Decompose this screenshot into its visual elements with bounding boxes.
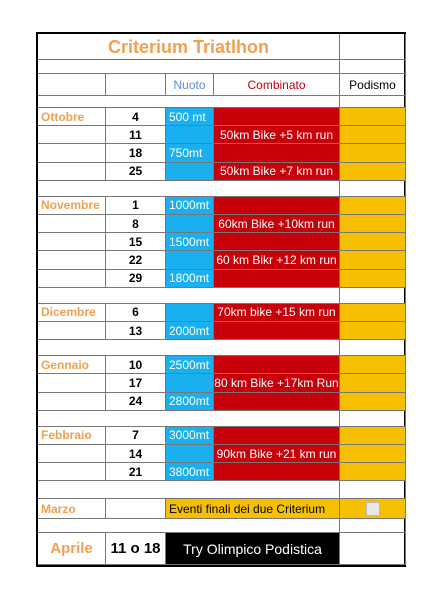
blank-cell <box>38 163 106 181</box>
podismo-cell <box>340 197 406 215</box>
date-cell: 18 <box>106 144 166 162</box>
month-label: Marzo <box>38 499 106 519</box>
blank-cell <box>106 74 166 96</box>
blank-cell <box>38 463 106 481</box>
date-cell: 17 <box>106 374 166 392</box>
date-cell: 11 o 18 <box>106 533 166 565</box>
combo-cell: 80 km Bike +17km Run <box>214 374 340 392</box>
combo-cell: 60 km Bikr +12 km run <box>214 251 340 269</box>
podismo-cell <box>340 356 406 374</box>
combo-cell <box>214 427 340 445</box>
date-cell: 21 <box>106 463 166 481</box>
blank-row <box>38 340 340 356</box>
blank-row <box>38 411 340 427</box>
swim-cell: 750mt <box>166 144 214 162</box>
blank-cell <box>38 215 106 233</box>
podismo-cell <box>340 463 406 481</box>
swim-cell: 1800mt <box>166 270 214 288</box>
blank-cell <box>340 519 406 533</box>
blank-cell <box>340 181 406 197</box>
podismo-cell <box>340 233 406 251</box>
podismo-cell <box>340 215 406 233</box>
combo-cell <box>214 270 340 288</box>
combo-cell <box>214 144 340 162</box>
swim-cell: 3000mt <box>166 427 214 445</box>
blank-cell <box>38 144 106 162</box>
blank-cell <box>340 96 406 108</box>
date-cell: 14 <box>106 445 166 463</box>
swim-cell <box>166 251 214 269</box>
swim-cell: 500 mt <box>166 108 214 126</box>
date-cell: 8 <box>106 215 166 233</box>
blank-cell <box>38 233 106 251</box>
blank-cell <box>340 481 406 499</box>
swim-cell <box>166 374 214 392</box>
combo-cell <box>214 233 340 251</box>
date-cell: 4 <box>106 108 166 126</box>
page-title: Criterium Triatlhon <box>38 34 340 60</box>
blank-cell <box>340 34 406 60</box>
podismo-cell <box>340 108 406 126</box>
date-cell: 15 <box>106 233 166 251</box>
blank-cell <box>340 288 406 304</box>
swim-cell: 3800mt <box>166 463 214 481</box>
blank-cell <box>106 499 166 519</box>
podismo-cell <box>340 251 406 269</box>
swim-cell: 2500mt <box>166 356 214 374</box>
blank-row <box>38 519 340 533</box>
blank-cell <box>38 322 106 340</box>
month-label: Aprile <box>38 533 106 565</box>
podismo-cell <box>340 126 406 144</box>
swim-cell <box>166 445 214 463</box>
blank-row <box>38 60 340 74</box>
date-cell: 24 <box>106 393 166 411</box>
combo-cell: 50km Bike +5 km run <box>214 126 340 144</box>
date-cell: 13 <box>106 322 166 340</box>
triathlon-calendar-sheet <box>36 32 406 567</box>
podismo-cell <box>340 374 406 392</box>
swim-cell <box>166 163 214 181</box>
checkbox-icon[interactable] <box>366 502 380 516</box>
podismo-cell <box>340 144 406 162</box>
podismo-cell <box>340 445 406 463</box>
date-cell: 29 <box>106 270 166 288</box>
blank-cell <box>38 393 106 411</box>
blank-cell <box>340 411 406 427</box>
combo-cell <box>214 322 340 340</box>
swim-cell <box>166 215 214 233</box>
date-cell: 10 <box>106 356 166 374</box>
month-label: Gennaio <box>38 356 106 374</box>
podismo-cell <box>340 322 406 340</box>
combo-cell: 50km Bike +7 km run <box>214 163 340 181</box>
combo-cell <box>214 356 340 374</box>
header-nuoto: Nuoto <box>166 74 214 96</box>
blank-cell <box>38 445 106 463</box>
swim-cell <box>166 126 214 144</box>
blank-cell <box>340 340 406 356</box>
combo-cell: 70km bike +15 km run <box>214 304 340 322</box>
combo-cell <box>214 393 340 411</box>
month-label: Ottobre <box>38 108 106 126</box>
date-cell: 11 <box>106 126 166 144</box>
date-cell: 25 <box>106 163 166 181</box>
blank-row <box>38 481 340 499</box>
month-label: Febbraio <box>38 427 106 445</box>
month-label: Dicembre <box>38 304 106 322</box>
podismo-cell <box>340 393 406 411</box>
combo-cell <box>214 108 340 126</box>
blank-row <box>38 181 340 197</box>
month-label: Novembre <box>38 197 106 215</box>
blank-cell <box>38 74 106 96</box>
blank-row <box>38 96 340 108</box>
podismo-cell <box>340 499 406 519</box>
marzo-event-cell: Eventi finali dei due Criterium <box>166 499 340 519</box>
podismo-cell <box>340 163 406 181</box>
blank-row <box>38 288 340 304</box>
blank-cell <box>38 126 106 144</box>
date-cell: 22 <box>106 251 166 269</box>
date-cell: 1 <box>106 197 166 215</box>
swim-cell <box>166 304 214 322</box>
combo-cell <box>214 197 340 215</box>
podismo-cell <box>340 427 406 445</box>
date-cell: 6 <box>106 304 166 322</box>
blank-cell <box>38 270 106 288</box>
aprile-event-cell: Try Olimpico Podistica <box>166 533 340 565</box>
blank-cell <box>38 374 106 392</box>
podismo-cell <box>340 304 406 322</box>
header-podismo: Podismo <box>340 74 406 96</box>
swim-cell: 2000mt <box>166 322 214 340</box>
blank-cell <box>340 533 406 565</box>
combo-cell: 90km Bike +21 km run <box>214 445 340 463</box>
swim-cell: 1000mt <box>166 197 214 215</box>
swim-cell: 2800mt <box>166 393 214 411</box>
date-cell: 7 <box>106 427 166 445</box>
blank-cell <box>38 251 106 269</box>
combo-cell: 60km Bike +10km run <box>214 215 340 233</box>
header-combinato: Combinato <box>214 74 340 96</box>
podismo-cell <box>340 270 406 288</box>
swim-cell: 1500mt <box>166 233 214 251</box>
combo-cell <box>214 463 340 481</box>
blank-cell <box>340 60 406 74</box>
